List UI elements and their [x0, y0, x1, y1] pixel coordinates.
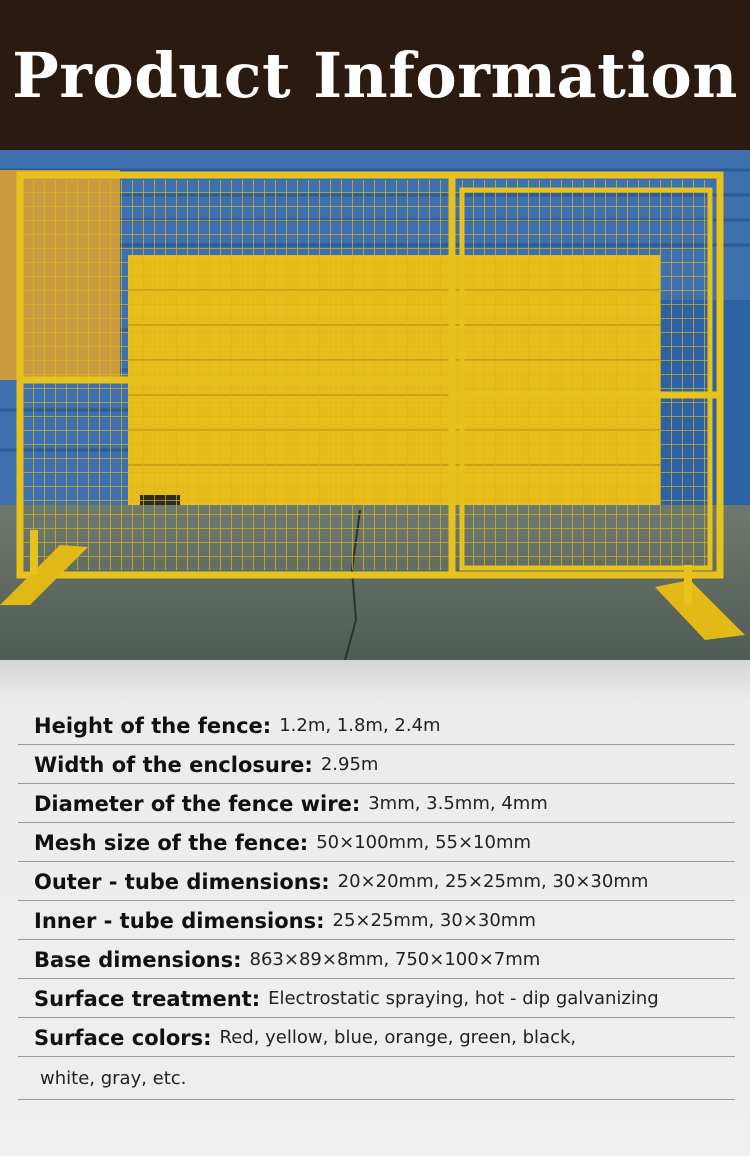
spec-label: Outer - tube dimensions: — [34, 869, 330, 894]
header-banner — [0, 0, 750, 150]
spec-value: 1.2m, 1.8m, 2.4m — [279, 715, 441, 736]
spec-label: Inner - tube dimensions: — [34, 908, 325, 933]
spec-label: Base dimensions: — [34, 947, 242, 972]
spec-value: 3mm, 3.5mm, 4mm — [368, 793, 548, 814]
spec-row-wire-diameter — [18, 785, 735, 823]
spec-panel — [0, 660, 750, 1156]
spec-row-mesh-size — [18, 824, 735, 862]
spec-value-continued: white, gray, etc. — [40, 1068, 187, 1089]
spec-label: Surface colors: — [34, 1025, 212, 1050]
product-photo — [0, 150, 750, 660]
spec-row-base — [18, 941, 735, 979]
spec-value: Red, yellow, blue, orange, green, black, — [219, 1027, 577, 1048]
page-title: Product Information — [12, 38, 738, 112]
spec-value: Electrostatic spraying, hot - dip galvanizing — [268, 988, 659, 1009]
spec-label: Diameter of the fence wire: — [34, 791, 361, 816]
spec-label: Width of the enclosure: — [34, 752, 313, 777]
spec-row-inner-tube — [18, 902, 735, 940]
spec-value: 863×89×8mm, 750×100×7mm — [249, 949, 541, 970]
spec-value: 20×20mm, 25×25mm, 30×30mm — [337, 871, 649, 892]
fence-illustration — [0, 150, 750, 660]
spec-label: Height of the fence: — [34, 713, 272, 738]
spec-value: 25×25mm, 30×30mm — [332, 910, 536, 931]
spec-row-height — [18, 707, 735, 745]
spec-row-surface-treatment — [18, 980, 735, 1018]
spec-row-surface-colors — [18, 1019, 735, 1057]
spec-value: 50×100mm, 55×10mm — [316, 832, 532, 853]
spec-label: Surface treatment: — [34, 986, 261, 1011]
spec-row-outer-tube — [18, 863, 735, 901]
spec-row-colors-continued — [18, 1058, 735, 1100]
spec-label: Mesh size of the fence: — [34, 830, 309, 855]
spec-value: 2.95m — [320, 754, 379, 775]
spec-row-width — [18, 746, 735, 784]
